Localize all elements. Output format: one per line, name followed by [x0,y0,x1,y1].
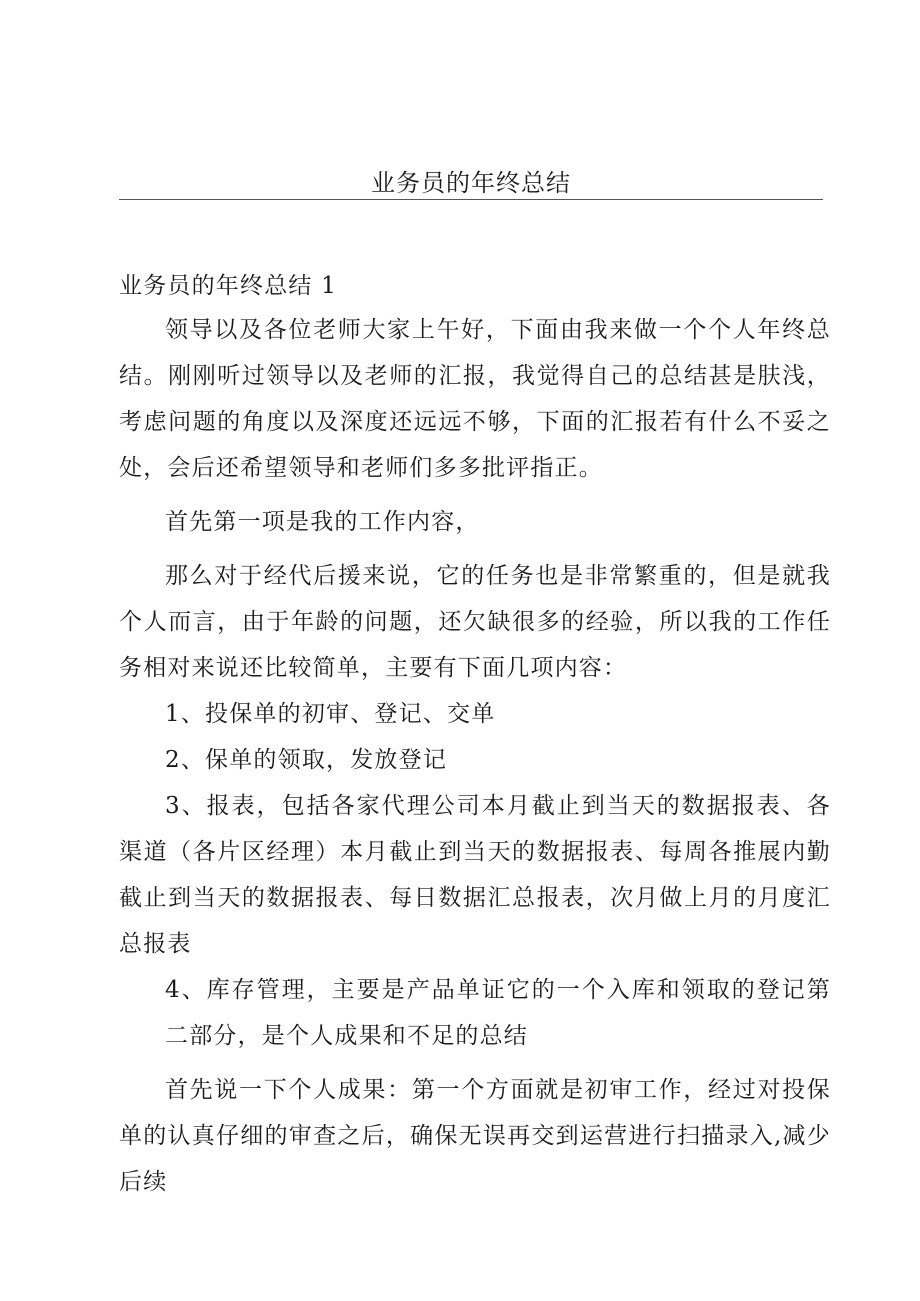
section-heading: 业务员的年终总结 1 [119,273,337,299]
list-item-2: 2、保单的领取，发放登记 [165,747,448,773]
paragraph-achievements: 首先说一下个人成果：第一个方面就是初审工作，经过对投保单的认真仔细的审查之后，确保无误再交到运营进行扫描录入,减少后续 [119,1077,831,1195]
document-title: 业务员的年终总结 [371,169,571,197]
paragraph-task-intro: 那么对于经代后援来说，它的任务也是非常繁重的，但是就我个人而言，由于年龄的问题，还欠缺很多的经验，所以我的工作任务相对来说还比较简单，主要有下面几项内容： [119,563,831,681]
paragraph-opening: 领导以及各位老师大家上午好，下面由我来做一个个人年终总结。刚刚听过领导以及老师的汇报，我觉得自己的总结甚是肤浅，考虑问题的角度以及深度还远远不够，下面的汇报若有什么不妥之处，会后还希望领导和老师们多多批评指正。 [119,317,831,481]
list-item-4: 4、库存管理，主要是产品单证它的一个入库和领取的登记第二部分，是个人成果和不足的总结 [165,977,831,1049]
list-item-1: 1、投保单的初审、登记、交单 [165,701,496,727]
document-body [119,265,831,1205]
title-underline [119,199,823,200]
paragraph-work-content: 首先第一项是我的工作内容， [165,509,480,535]
list-item-3: 3、报表，包括各家代理公司本月截止到当天的数据报表、各渠道（各片区经理）本月截止到当天的数据报表、每周各推展内勤截止到当天的数据报表、每日数据汇总报表，次月做上月的月度汇总报表 [119,793,831,957]
